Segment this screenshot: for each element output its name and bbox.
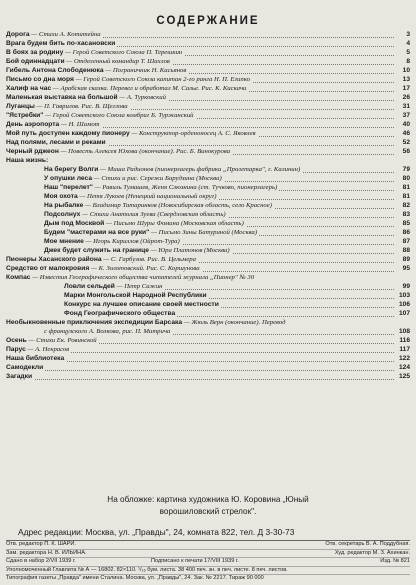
toc-entry-author: — Письмо Шуры Фомина (Московская область): [105, 220, 244, 227]
toc-entry-title: Парус: [6, 346, 26, 353]
toc-page-number: 117: [399, 346, 410, 353]
toc-entry-title: Самодекли: [6, 364, 44, 371]
toc-page-number: 106: [398, 301, 410, 308]
toc-entry: [6, 282, 410, 291]
toc-page-number: 99: [402, 283, 410, 290]
toc-entry-title: Загадки: [6, 373, 33, 380]
cover-note: [0, 494, 416, 518]
toc-entry-author: — Повесть Алексея Юхова (окончание). Рис. Б. Винокурова: [60, 148, 231, 155]
toc-entry-text: [6, 138, 392, 147]
toc-entry-author: — Письмо Зины Батуриной (Москва): [151, 229, 258, 236]
toc-page-number: 79: [402, 166, 410, 173]
toc-entry-author: — Стихи Ек. Ровинской: [28, 337, 97, 344]
toc-page-number: 85: [402, 220, 410, 227]
toc-page-number: 95: [402, 265, 410, 272]
toc-entry-text: [64, 309, 392, 318]
toc-entry-author: — К. Золотовский. Рис. С. Коршунова: [90, 265, 200, 272]
publication-number: Изд. № 821: [380, 558, 410, 565]
print-date: Подписано к печати 17/VIII 1939 г.: [151, 558, 239, 565]
toc-entry: [6, 138, 410, 147]
cover-note-line: ворошиловский стрелок".: [159, 507, 257, 516]
toc-page-number: 80: [402, 175, 410, 182]
toc-entry-text: [64, 282, 392, 291]
toc-page-number: 37: [402, 112, 410, 119]
toc-entry-author: — Стихи и рис. Сережи Барудзина (Москва): [93, 175, 222, 182]
toc-page-number: 5: [406, 49, 410, 56]
toc-page-number: 125: [398, 373, 410, 380]
toc-entry: [6, 165, 410, 174]
toc-entry: [6, 111, 410, 120]
printing-house-line: Типография газеты „Правда" имени Сталина. Москва, ул. „Правды", 24. Зак. № 2217. Тираж 90 000: [6, 575, 264, 582]
toc-entry: [6, 273, 410, 282]
toc-page-number: 103: [398, 292, 410, 299]
toc-entry-author: — Стихи А. Котитейна: [31, 31, 101, 38]
toc-entry: [6, 48, 410, 57]
toc-entry-author: — А. Турковский: [119, 94, 166, 101]
toc-entry-text: [6, 345, 392, 354]
toc-entry-text: [44, 237, 392, 246]
toc-entry: [6, 363, 410, 372]
toc-entry: [6, 84, 410, 93]
toc-entry-text: [6, 66, 392, 75]
toc-entry-author: — Миша Радионов (пионерлагерь фабрики „Пролетарка", г. Калинин): [100, 166, 301, 173]
toc-entry-title: Наш "перелет": [44, 184, 93, 191]
toc-entry: [6, 336, 410, 345]
toc-page-number: 81: [402, 184, 410, 191]
toc-entry-title: Луганцы: [6, 103, 35, 110]
toc-entry: [6, 318, 410, 327]
imprint: [6, 540, 410, 583]
toc-entry-author: — Герой Советского Союза комбриг Б. Туржанский: [45, 112, 194, 119]
toc-page-number: 116: [399, 337, 410, 344]
toc-entry-author: — Арабская сказка. Перевел и обработал М. Салье. Рис. К. Кискачи: [52, 85, 247, 92]
toc-page-number: 56: [402, 148, 410, 155]
toc-page-number: 89: [402, 256, 410, 263]
toc-entry: [6, 309, 410, 318]
toc-entry-title: Фонд Географического общества: [64, 310, 176, 317]
toc-page-number: 124: [398, 364, 410, 371]
toc-entry-text: [6, 93, 392, 102]
toc-entry-title: В боях за родину: [6, 49, 64, 56]
toc-entry-title: Джек будет служить на границе: [44, 247, 149, 254]
toc-entry-text: [44, 201, 392, 210]
toc-page-number: 17: [402, 85, 410, 92]
toc-entry-author: — Владимир Татаринков (Новосибирская область, село Красное): [85, 202, 272, 209]
toc-entry-text: [6, 273, 392, 282]
toc-entry-title: Средство от малокровия: [6, 265, 90, 272]
toc-entry-title: Мое мнение: [44, 238, 84, 245]
toc-entry-text: [44, 327, 392, 336]
toc-entry-text: [6, 354, 392, 363]
toc-page-number: 87: [402, 238, 410, 245]
toc-page-number: 108: [398, 328, 410, 335]
toc-page-number: 10: [402, 67, 410, 74]
toc-entry-text: [6, 84, 392, 93]
toc-entry-title: На берегу Волги: [44, 166, 99, 173]
toc-entry-author: — Герой Советского Союза капитан 2-го ранга Н. П. Египко: [75, 76, 250, 83]
toc-page-number: 3: [406, 31, 410, 38]
deputy-editor-line: Зам. редактора Н. В. ИЛЬИНА.: [6, 549, 87, 556]
toc-entry-text: [6, 48, 392, 57]
toc-entry: [6, 120, 410, 129]
toc-page-number: 82: [402, 202, 410, 209]
toc-entry: [6, 174, 410, 183]
toc-entry-text: [6, 39, 392, 48]
table-of-contents: [6, 30, 410, 381]
toc-page-number: 46: [402, 130, 410, 137]
toc-page-number: 8: [406, 58, 410, 65]
toc-entry: [6, 237, 410, 246]
toc-entry-author: — А. Некрасов: [27, 346, 70, 353]
toc-entry-text: [6, 156, 392, 165]
toc-entry-title: Дым под Москвой: [44, 220, 105, 227]
toc-entry: [6, 147, 410, 156]
toc-entry-text: [6, 363, 392, 372]
toc-entry-text: [6, 111, 392, 120]
toc-entry-text: [6, 120, 392, 129]
toc-entry-title: Пионеры Хасанского района: [6, 256, 102, 263]
toc-entry-text: [64, 300, 392, 309]
toc-entry-title: Будем "мастерами на все руки": [44, 229, 150, 236]
toc-entry-title: Над полями, лесами и реками: [6, 139, 106, 146]
toc-entry: [6, 228, 410, 237]
toc-entry-title: На рыбалке: [44, 202, 84, 209]
toc-page-number: 81: [402, 193, 410, 200]
page-title: СОДЕРЖАНИЕ: [156, 15, 260, 27]
toc-entry-author: — Известия Географического общества читателей журнала „Пионер" № 30: [32, 274, 255, 281]
toc-entry-author: — Стихи Анатолия Зуева (Свердловская область): [82, 211, 226, 218]
toc-entry-title: Наша библиотека: [6, 355, 65, 362]
toc-entry-title: Гибель Антона Слободенюка: [6, 67, 104, 74]
toc-page-number: 88: [402, 247, 410, 254]
toc-entry-title: Письмо со дна моря: [6, 76, 74, 83]
toc-entry-title: Маленькая выставка на большой: [6, 94, 118, 101]
toc-entry-title: с французского А. Волкова, рис. П. Митрича: [44, 328, 171, 335]
toc-entry: [6, 345, 410, 354]
typeset-date: Сдано в набор 2/VII 1939 г.: [6, 558, 76, 565]
toc-entry-title: Подсолнух: [44, 211, 81, 218]
secretary-line: Отв. секретарь В. А. Поддубная.: [325, 541, 410, 547]
toc-entry-author: — Герой Советского Союза П. Терешкин: [64, 49, 183, 56]
toc-entry-text: [44, 228, 392, 237]
toc-entry-author: — Петя Лукоев (Ненецкий национальный округ): [79, 193, 217, 200]
toc-entry-title: Мой путь доступен каждому пионеру: [6, 130, 130, 137]
toc-entry-author: — Н. Шамот: [60, 121, 100, 128]
toc-entry: [6, 219, 410, 228]
toc-entry-author: — Юра Платонов (Москва): [150, 247, 230, 254]
toc-page-number: 40: [402, 121, 410, 128]
toc-entry-text: [44, 219, 392, 228]
toc-entry-title: Марки Монгольской Народной Республики: [64, 292, 207, 299]
toc-page-number: 83: [402, 211, 410, 218]
toc-entry: [6, 156, 410, 165]
toc-entry-author: — Жюль Верн (окончание). Перевод: [183, 319, 286, 326]
toc-entry-text: [6, 255, 392, 264]
toc-page-number: 107: [398, 310, 410, 317]
toc-entry-title: Черный рджеон: [6, 148, 59, 155]
toc-entry-author: — Конструктор-орденоносец А. С. Яковлев: [131, 130, 256, 137]
toc-entry-text: [6, 75, 392, 84]
toc-entry-title: Конкурс на лучшее описание своей местности: [64, 301, 219, 308]
toc-page-number: 4: [406, 40, 410, 47]
toc-entry-text: [44, 192, 392, 201]
toc-entry: [6, 210, 410, 219]
toc-entry-text: [44, 246, 392, 255]
toc-entry-author: — С. Гарбузов. Рис. В. Цельмера: [103, 256, 196, 263]
toc-entry-author: — Отделенный командир Т. Шахлов: [66, 58, 170, 65]
toc-entry-title: Необыкновенные приключения экспедиции Барсака: [6, 319, 183, 326]
toc-entry: [6, 75, 410, 84]
toc-page-number: 52: [402, 139, 410, 146]
toc-entry: [6, 102, 410, 111]
toc-entry: [6, 39, 410, 48]
toc-entry-author: — П. Гаврилов. Рис. В. Щеглова: [36, 103, 128, 110]
toc-entry-author: — Равиль Тумашев, Женя Слюзнина (ст. Тучково, пионерлагерь): [94, 184, 278, 191]
toc-page-number: 31: [402, 103, 410, 110]
toc-entry-text: [64, 291, 392, 300]
toc-entry-title: Наша жизнь:: [6, 157, 49, 164]
toc-entry: [6, 246, 410, 255]
toc-entry-title: Халиф на час: [6, 85, 52, 92]
toc-page-number: 122: [398, 355, 410, 362]
toc-entry-text: [6, 372, 392, 381]
toc-entry-text: [6, 147, 392, 156]
toc-entry-text: [44, 210, 392, 219]
toc-entry-text: [6, 336, 392, 345]
toc-entry: [6, 57, 410, 66]
toc-entry: [6, 129, 410, 138]
toc-entry-text: [6, 264, 392, 273]
editor-line: Отв. редактор П. К. ШАРИ.: [6, 541, 76, 547]
toc-entry-text: [44, 174, 392, 183]
toc-entry-author: — Петр Сажин: [116, 283, 163, 290]
toc-entry: [6, 327, 410, 336]
toc-entry-text: [6, 129, 392, 138]
art-editor-line: Худ. редактор М. З. Ахинкан.: [334, 549, 410, 556]
toc-entry-text: [44, 183, 392, 192]
toc-entry-title: Компас: [6, 274, 31, 281]
toc-entry-title: День аэропорта: [6, 121, 60, 128]
toc-entry: [6, 291, 410, 300]
toc-entry: [6, 264, 410, 273]
toc-entry-title: Врага будем бить по-хасановски: [6, 40, 116, 47]
editorial-address: Адрес редакции: Москва, ул. „Правды", 24, комната 822, тел. Д 3-30-73: [18, 527, 295, 537]
toc-entry-text: [6, 30, 392, 39]
toc-entry: [6, 192, 410, 201]
toc-page-number: 26: [402, 94, 410, 101]
toc-entry-title: Дорога: [6, 31, 30, 38]
toc-entry: [6, 93, 410, 102]
toc-entry-title: Ловли сельдей: [64, 283, 115, 290]
toc-entry-title: Моя охота: [44, 193, 78, 200]
toc-page-number: 86: [402, 229, 410, 236]
toc-entry-author: — Пограничник Н. Касьянов: [105, 67, 187, 74]
cover-note-line: На обложке: картина художника Ю. Коровина „Юный: [107, 495, 309, 504]
toc-entry-title: "Ястребки": [6, 112, 44, 119]
toc-entry-title: Бой одиннадцати: [6, 58, 65, 65]
toc-entry-text: [6, 318, 392, 327]
toc-entry: [6, 354, 410, 363]
toc-entry: [6, 201, 410, 210]
toc-entry-title: Осень: [6, 337, 27, 344]
toc-entry-title: У опушки леса: [44, 175, 93, 182]
toc-entry-author: — Игорь Кириллов (Ойрот-Тура): [85, 238, 180, 245]
censor-line: Уполномоченный Главлита № А — 16802. 82×110. ¹/₁₆ бум. листа. 38 400 печ. зн. в печ. листе. 8 печ. листов.: [6, 566, 288, 573]
toc-entry: [6, 255, 410, 264]
toc-entry-text: [6, 57, 392, 66]
toc-entry-text: [6, 102, 392, 111]
toc-entry: [6, 372, 410, 381]
toc-entry: [6, 183, 410, 192]
toc-entry: [6, 66, 410, 75]
toc-entry-text: [44, 165, 392, 174]
toc-entry: [6, 300, 410, 309]
toc-page-number: 13: [402, 76, 410, 83]
toc-entry: [6, 30, 410, 39]
